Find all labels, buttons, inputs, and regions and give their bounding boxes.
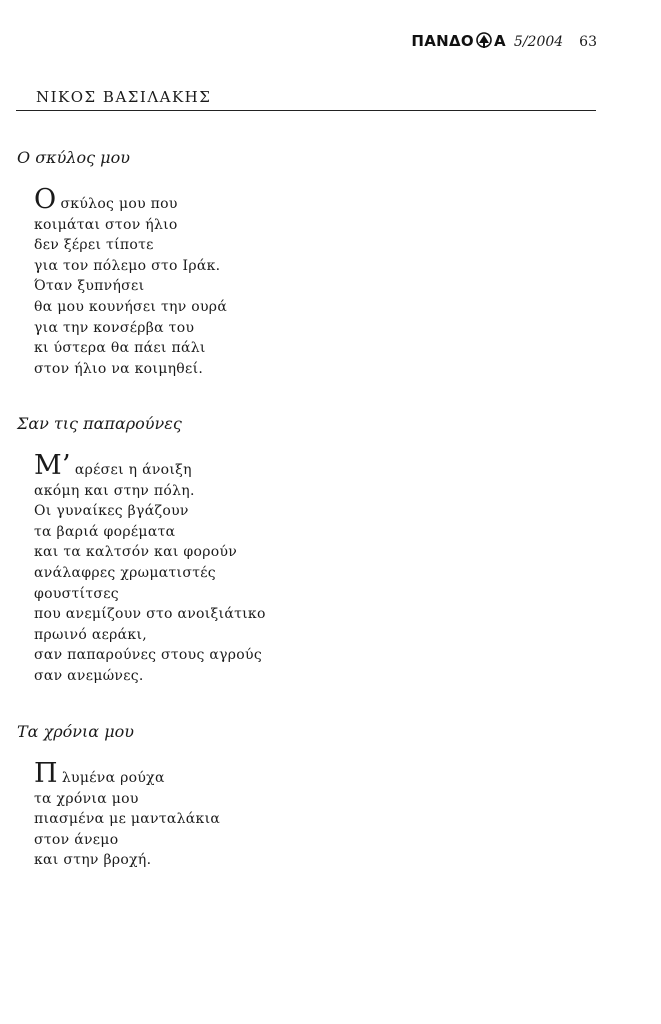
poem-line: σκύλος μου που [60, 196, 178, 212]
header-rule [16, 110, 596, 111]
poem-line: αρέσει η άνοιξη [74, 462, 192, 478]
poem-title: Σαν τις παπαρούνες [17, 414, 182, 433]
drop-cap: Ο [34, 184, 57, 215]
poem-line: στον ήλιο να κοιμηθεί. [34, 360, 204, 377]
author-name: ΝΙΚΟΣ ΒΑΣΙΛΑΚΗΣ [36, 88, 212, 106]
poem-line: και τα καλτσόν και φορούν [34, 544, 238, 561]
logo-text-end: Α [493, 32, 506, 50]
poem-line: πρωινό αεράκι, [34, 626, 148, 643]
poem-body [34, 184, 228, 379]
poem-first-line [34, 184, 227, 215]
poem-line: και στην βροχή. [34, 852, 152, 869]
poem-line: σαν ανεμώνες. [34, 667, 144, 684]
drop-cap: Π [34, 758, 58, 789]
poem-line: Όταν ξυπνήσει [34, 278, 145, 295]
issue-number: 5/2004 [513, 34, 564, 50]
poem-title: Ο σκύλος μου [17, 148, 130, 167]
drop-cap: Μ’ [34, 450, 71, 481]
poem-line: για την κονσέρβα του [34, 319, 195, 336]
poem-first-line [34, 450, 266, 481]
poem-line: δεν ξέρει τίποτε [34, 237, 154, 254]
poem-line: πιασμένα με μανταλάκια [34, 811, 221, 828]
poem-line: Οι γυναίκες βγάζουν [34, 503, 189, 520]
poem-line: σαν παπαρούνες στους αγρούς [34, 647, 262, 664]
poem-line: ανάλαφρες χρωματιστές [34, 564, 216, 581]
logo-text-start: ΠΑΝΔΟ [411, 32, 474, 50]
poem-line: θα μου κουνήσει την ουρά [34, 298, 228, 315]
pandora-box-icon [475, 32, 493, 48]
poem-title: Τα χρόνια μου [17, 722, 134, 741]
poem-line: ακόμη και στην πόλη. [34, 482, 195, 499]
poem-line: που ανεμίζουν στο ανοιξιάτικο [34, 606, 266, 623]
running-header [411, 30, 597, 50]
poem-body [34, 450, 266, 687]
poem-line: κι ύστερα θα πάει πάλι [34, 340, 206, 357]
poem-first-line [34, 758, 220, 789]
poem-line: λυμένα ρούχα [61, 770, 165, 786]
poem-line: τα χρόνια μου [34, 790, 139, 807]
poem-line: στον άνεμο [34, 831, 119, 848]
page-number: 63 [579, 34, 597, 50]
poem-line: φουστίτσες [34, 585, 119, 602]
poem-line: για τον πόλεμο στο Ιράκ. [34, 257, 221, 274]
journal-logo [411, 30, 506, 50]
poem-line: κοιμάται στον ήλιο [34, 216, 178, 233]
poem-line: τα βαριά φορέματα [34, 523, 176, 540]
poem-body [34, 758, 221, 871]
